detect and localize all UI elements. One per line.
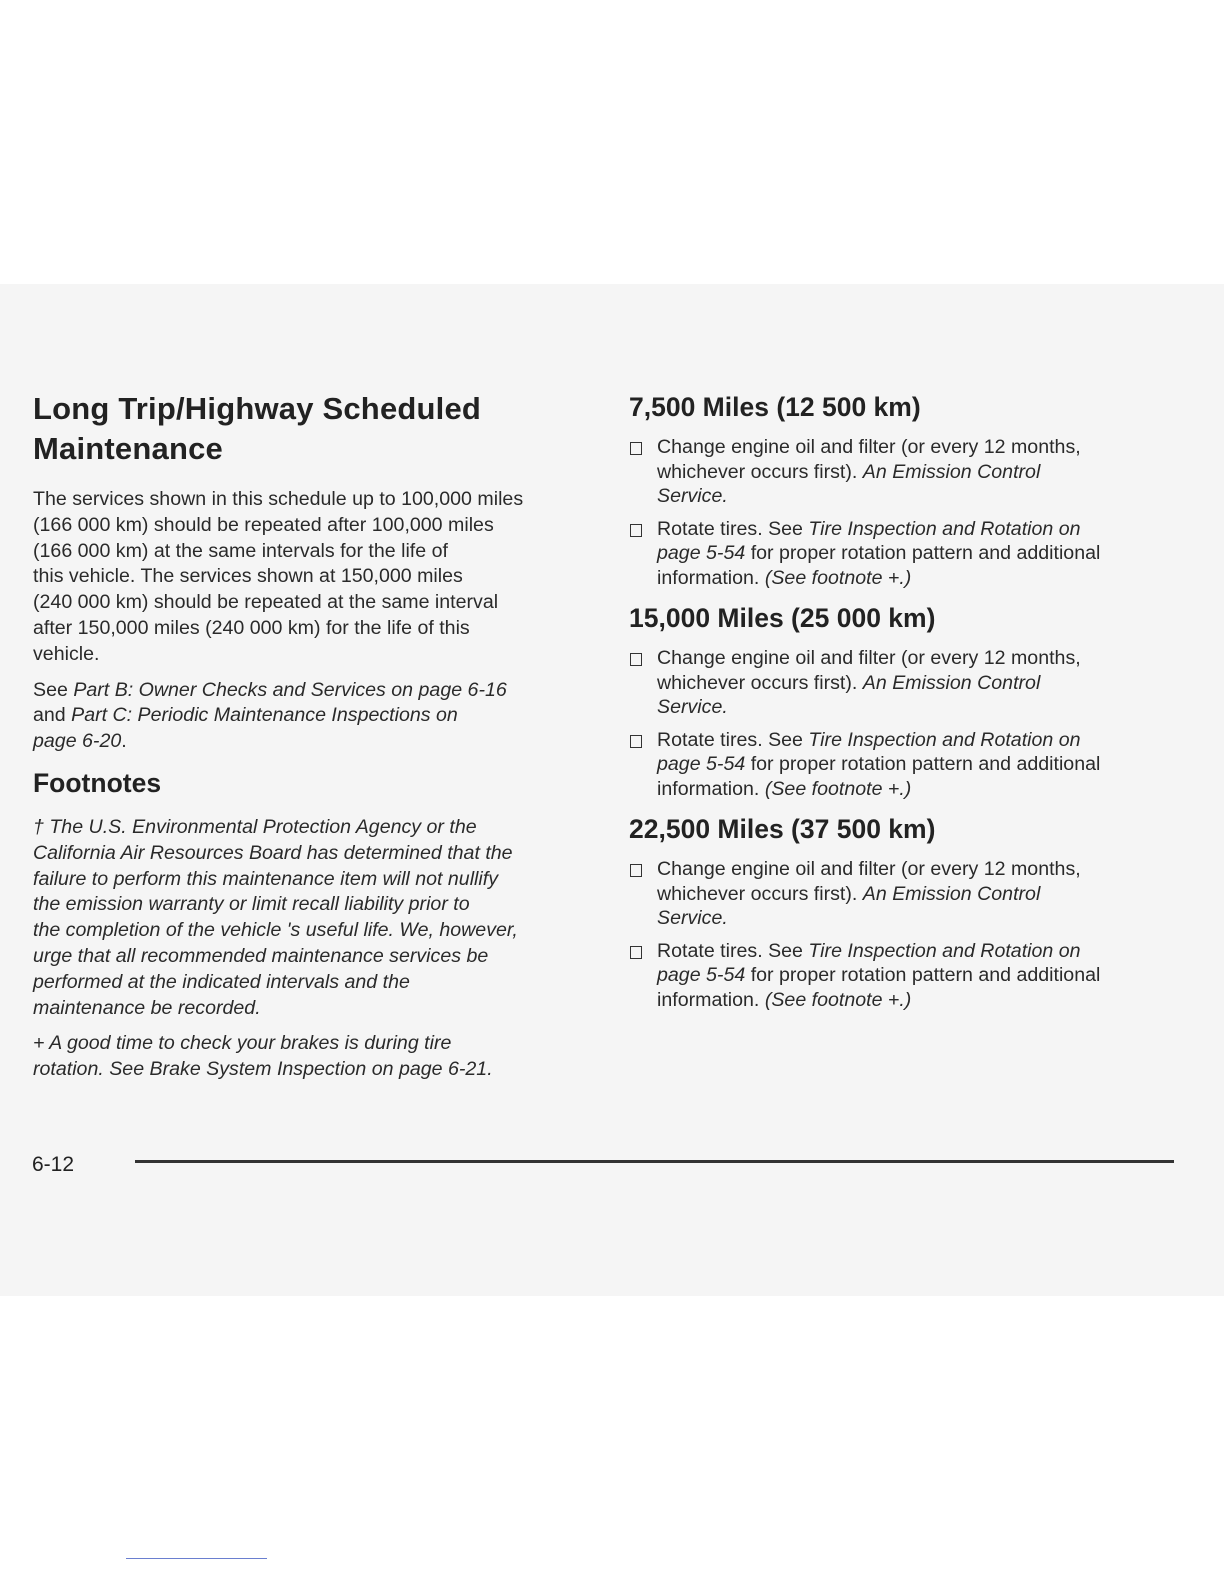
service-checklist bbox=[629, 435, 1159, 590]
service-checklist bbox=[629, 857, 1159, 1012]
tire-inspection-page-link[interactable]: page 5-54 bbox=[657, 542, 746, 564]
page-title-line-2: Maintenance bbox=[33, 431, 223, 466]
bottom-underline-link[interactable] bbox=[126, 1558, 267, 1559]
see-part-c-link[interactable]: Part C: Periodic Maintenance Inspections on bbox=[71, 704, 458, 727]
checkbox-icon[interactable] bbox=[630, 735, 642, 748]
tire-rotation-item: Rotate tires. See Tire Inspection and Rotation on page 5-54 for proper rotation pattern and additional information. (See footnote +.) bbox=[629, 517, 1159, 591]
oil-change-item: Change engine oil and filter (or every 12 months, whichever occurs first). An Emission Control Service. bbox=[629, 857, 1159, 931]
mileage-heading: 7,500 Miles (12 500 km) bbox=[629, 392, 921, 422]
mileage-heading: 22,500 Miles (37 500 km) bbox=[629, 814, 936, 844]
mileage-section-15000 bbox=[629, 600, 1159, 801]
tire-rotation-item: Rotate tires. See Tire Inspection and Rotation on page 5-54 for proper rotation pattern and additional information. (See footnote +.) bbox=[629, 728, 1159, 802]
see-part-b-link[interactable]: Part B: Owner Checks and Services on page 6-16 bbox=[73, 678, 507, 701]
tire-inspection-page-link[interactable]: page 5-54 bbox=[657, 753, 746, 775]
mileage-section-7500 bbox=[629, 389, 1159, 590]
tire-inspection-link[interactable]: Tire Inspection and Rotation on bbox=[808, 728, 1081, 751]
checkbox-icon[interactable] bbox=[630, 524, 642, 537]
see-part-c-page-link[interactable]: page 6-20 bbox=[33, 730, 122, 753]
mileage-section-22500 bbox=[629, 811, 1159, 1012]
tire-inspection-page-link[interactable]: page 5-54 bbox=[657, 964, 746, 986]
footer-divider bbox=[135, 1160, 1174, 1163]
tire-inspection-link[interactable]: Tire Inspection and Rotation on bbox=[808, 939, 1081, 962]
oil-change-item: Change engine oil and filter (or every 12 months, whichever occurs first). An Emission Control Service. bbox=[629, 435, 1159, 509]
tire-rotation-item: Rotate tires. See Tire Inspection and Rotation on page 5-54 for proper rotation pattern and additional information. (See footnote +.) bbox=[629, 939, 1159, 1013]
tire-inspection-link[interactable]: Tire Inspection and Rotation on bbox=[808, 517, 1081, 540]
page-title bbox=[33, 389, 589, 469]
intro-paragraph: The services shown in this schedule up to 100,000 miles (166 000 km) should be repeated after 100,000 miles (166 000 km) at the same intervals for the life of this vehicle. The services shown at 150,000 miles (240 000 km) should be repeated at the same interval after 150,000 miles (240 000 km) for the life of this vehicle. bbox=[33, 488, 524, 665]
right-column bbox=[629, 389, 1159, 1022]
footnote-plus: + A good time to check your brakes is during tire rotation. See Brake System Inspection on page 6-21. bbox=[33, 1032, 493, 1081]
footnotes-heading: Footnotes bbox=[33, 767, 162, 798]
page-title-line-1: Long Trip/Highway Scheduled bbox=[33, 391, 482, 426]
oil-change-item: Change engine oil and filter (or every 12 months, whichever occurs first). An Emission Control Service. bbox=[629, 646, 1159, 720]
checkbox-icon[interactable] bbox=[630, 864, 642, 877]
page-number: 6-12 bbox=[32, 1153, 75, 1176]
see-also-paragraph: See Part B: Owner Checks and Services on page 6-16 and Part C: Periodic Maintenance Inspections on page 6-20. bbox=[33, 678, 507, 753]
footnote-dagger: † The U.S. Environmental Protection Agency or the California Air Resources Board has determined that the failure to perform this maintenance item will not nullify the emission warranty or limit recall liability prior to the completion of the vehicle 's useful life. We, however, urge that all recommended maintenance services be performed at the indicated intervals and the maintenance be recorded. bbox=[33, 815, 518, 1019]
checkbox-icon[interactable] bbox=[630, 442, 642, 455]
checkbox-icon[interactable] bbox=[630, 653, 642, 666]
service-checklist bbox=[629, 646, 1159, 801]
left-column bbox=[33, 389, 589, 1093]
mileage-heading: 15,000 Miles (25 000 km) bbox=[629, 603, 936, 633]
checkbox-icon[interactable] bbox=[630, 946, 642, 959]
